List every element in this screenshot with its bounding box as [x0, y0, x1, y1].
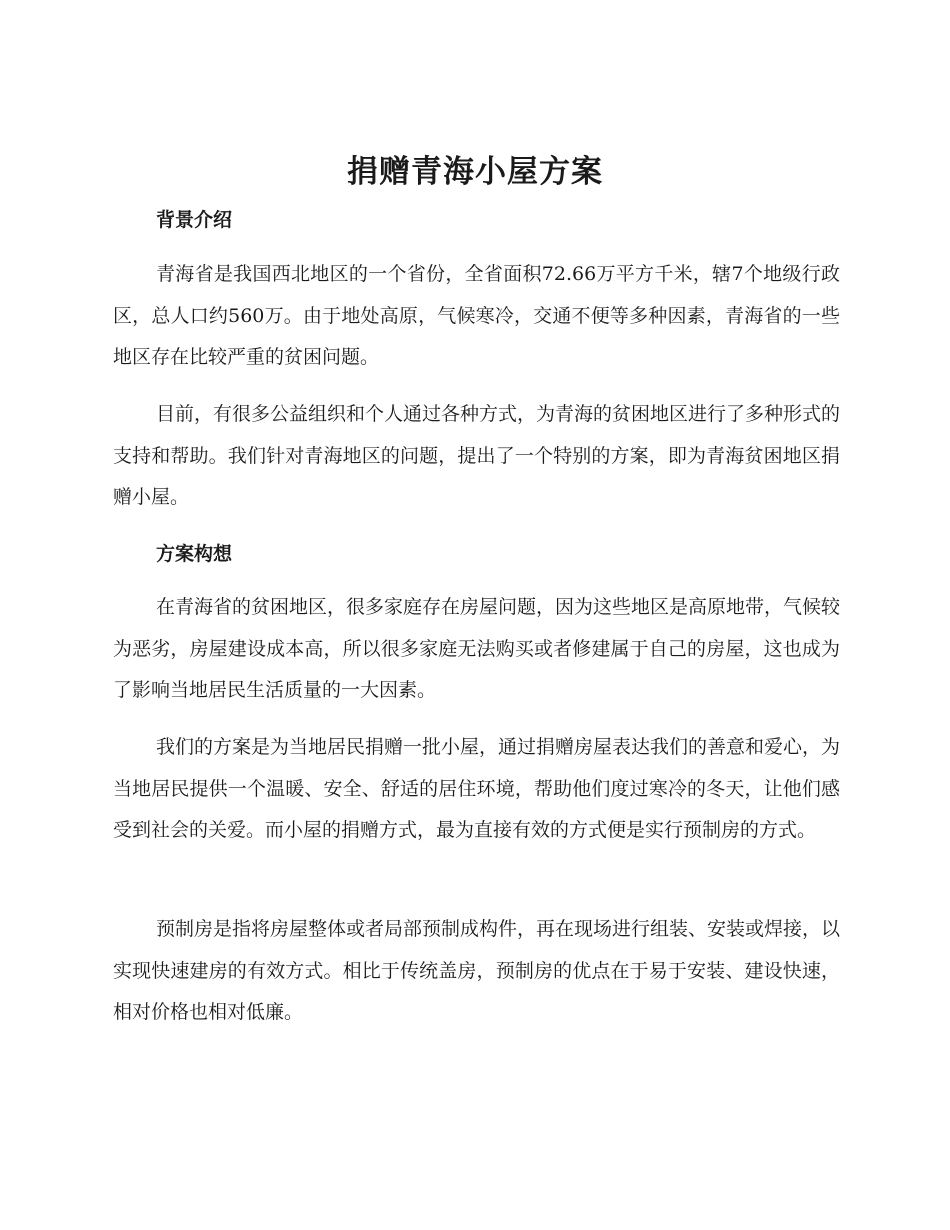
section-heading-background: 背景介绍: [156, 209, 233, 231]
paragraph-background-2: 目前，有很多公益组织和个人通过各种方式，为青海的贫困地区进行了多种形式的支持和帮助。我们针对青海地区的问题，提出了一个特别的方案，即为青海贫困地区捐赠小屋。: [113, 403, 841, 508]
section-heading-plan: 方案构想: [156, 543, 233, 565]
paragraph-background-1: 青海省是我国西北地区的一个省份，全省面积72.66万平方千米，辖7个地级行政区，总人口约560万。由于地处高原，气候寒冷，交通不便等多种因素，青海省的一些地区存在比较严重的贫困问题。: [113, 263, 840, 368]
paragraph-plan-2: 我们的方案是为当地居民捐赠一批小屋，通过捐赠房屋表达我们的善意和爱心，为当地居民提供一个温暖、安全、舒适的居住环境，帮助他们度过寒冷的冬天，让他们感受到社会的关爱。而小屋的捐赠方式，最为直接有效的方式便是实行预制房的方式。: [113, 736, 841, 841]
paragraph-plan-3: 预制房是指将房屋整体或者局部预制成构件，再在现场进行组装、安装或焊接，以实现快速建房的有效方式。相比于传统盖房，预制房的优点在于易于安装、建设快速，相对价格也相对低廉。: [113, 918, 841, 1023]
paragraph-plan-1: 在青海省的贫困地区，很多家庭存在房屋问题，因为这些地区是高原地带，气候较为恶劣，房屋建设成本高，所以很多家庭无法购买或者修建属于自己的房屋，这也成为了影响当地居民生活质量的一大因素。: [113, 596, 841, 701]
document-title: 捐赠青海小屋方案: [347, 154, 603, 190]
